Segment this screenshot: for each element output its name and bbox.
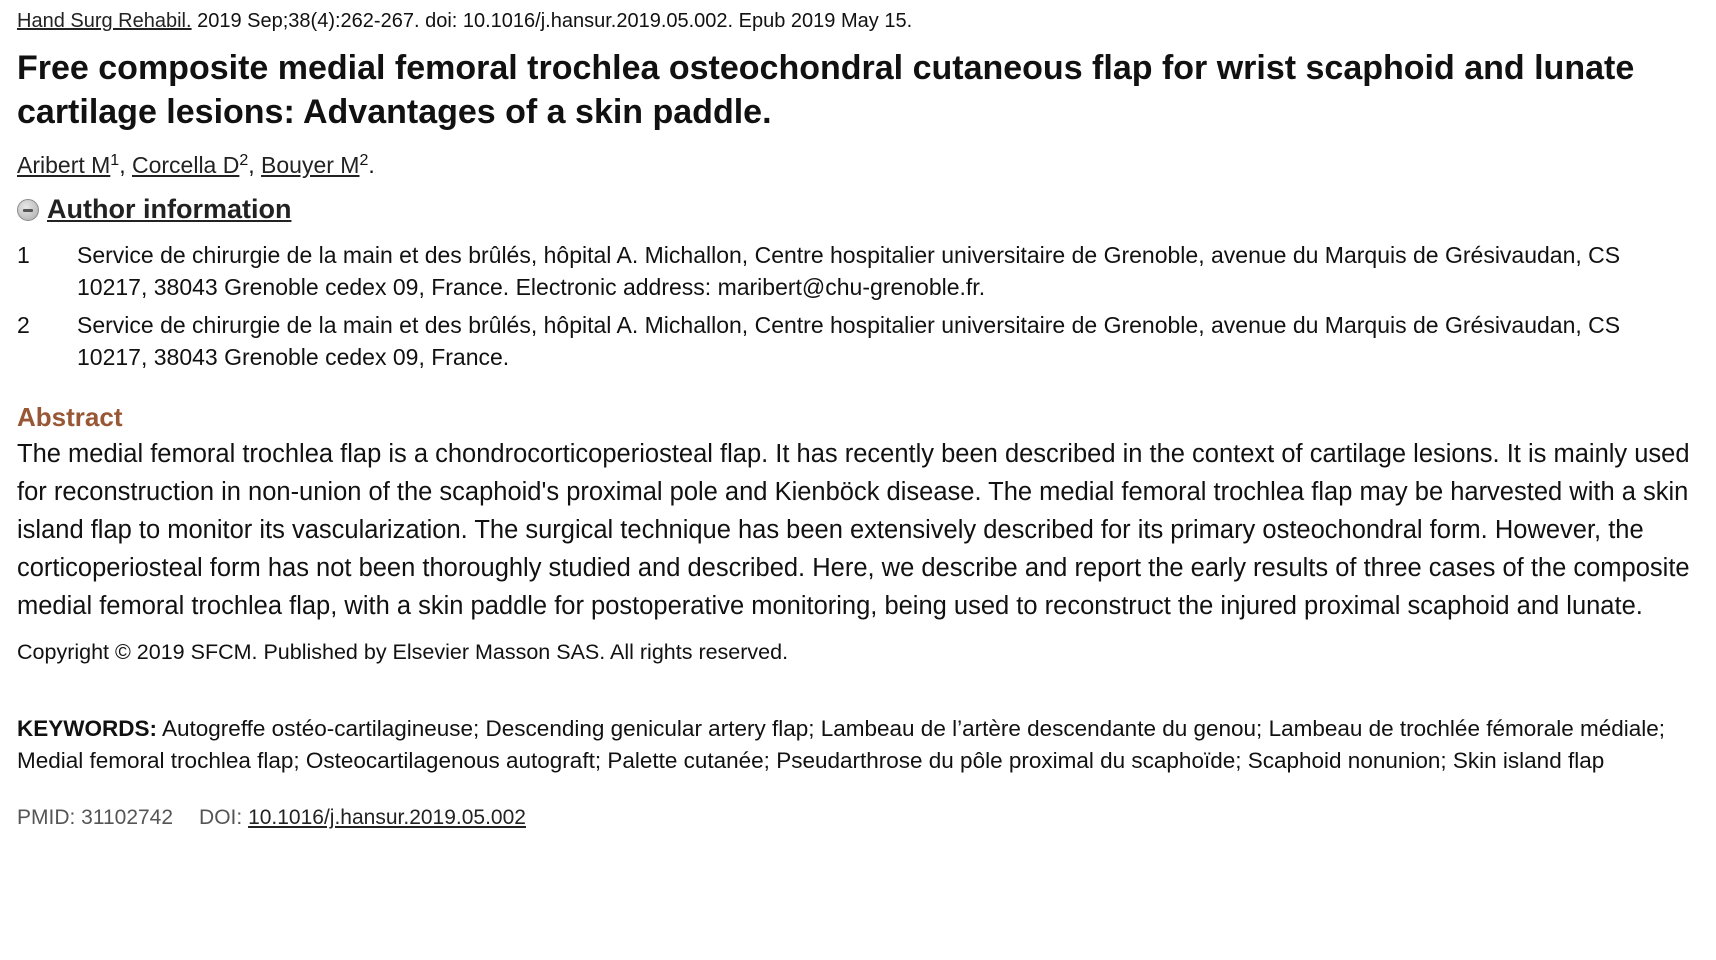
citation-details: 2019 Sep;38(4):262-267. doi: 10.1016/j.hansur.2019.05.002. Epub 2019 May 15. (191, 10, 913, 32)
abstract-heading: Abstract (17, 402, 123, 432)
pmid-text: PMID: 31102742 (17, 806, 174, 829)
minus-circle-icon[interactable] (17, 199, 39, 221)
keywords-label: KEYWORDS: (17, 716, 157, 741)
doi-label: DOI: (199, 806, 249, 829)
copyright-notice: Copyright © 2019 SFCM. Published by Elsevier Masson SAS. All rights reserved. (17, 640, 789, 664)
journal-link[interactable]: Hand Surg Rehabil. (17, 10, 192, 32)
keywords-block (17, 713, 1697, 777)
identifiers-line (17, 803, 1699, 833)
author-separator: . (368, 152, 375, 178)
author-link-bouyer[interactable]: Bouyer M (261, 152, 360, 178)
affiliation-text: Service de chirurgie de la main et des brûlés, hôpital A. Michallon, Centre hospitalier universitaire de Grenoble, avenue du Marquis de Grésivaudan, CS 10217, 38043 Grenoble cedex 09, France. Electronic address: maribert@chu-grenoble.fr. (77, 242, 1621, 300)
author-information-toggle[interactable] (17, 194, 1699, 225)
affiliation-list (17, 239, 1677, 373)
author-list (17, 150, 1699, 180)
citation-line (17, 8, 1699, 34)
author-affil-sup: 2 (239, 152, 249, 169)
affiliation-text: Service de chirurgie de la main et des brûlés, hôpital A. Michallon, Centre hospitalier universitaire de Grenoble, avenue du Marquis de Grésivaudan, CS 10217, 38043 Grenoble cedex 09, France. (77, 312, 1621, 370)
author-link-corcella[interactable]: Corcella D (131, 152, 240, 178)
affiliation-item (17, 239, 1677, 303)
doi-link[interactable]: 10.1016/j.hansur.2019.05.002 (248, 806, 526, 829)
affiliation-item (17, 309, 1677, 373)
author-separator: , (248, 152, 262, 178)
author-separator: , (119, 152, 132, 178)
author-link-aribert[interactable]: Aribert M (17, 152, 111, 178)
affiliation-number: 1 (17, 242, 30, 268)
author-affil-sup: 2 (359, 152, 369, 169)
author-information-label[interactable]: Author information (47, 194, 292, 224)
author-affil-sup: 1 (110, 152, 120, 169)
affiliation-number: 2 (17, 312, 30, 338)
article-title: Free composite medial femoral trochlea osteochondral cutaneous flap for wrist scaphoid and lunate cartilage lesions: Advantages of a skin paddle. (17, 49, 1635, 131)
keywords-text: Autogreffe ostéo-cartilagineuse; Descending genicular artery flap; Lambeau de l’artère descendante du genou; Lambeau de trochlée fémorale médiale; Medial femoral trochlea flap; Osteocartilagenous autograft; Palette cutanée; Pseudarthrose du pôle proximal du scaphoïde; Scaphoid nonunion; Skin island flap (17, 716, 1666, 773)
abstract-text: The medial femoral trochlea flap is a chondrocorticoperiosteal flap. It has recently been described in the context of cartilage lesions. It is mainly used for reconstruction in non-union of the scaphoid's proximal pole and Kienböck disease. The medial femoral trochlea flap may be harvested with a skin island flap to monitor its vascularization. The surgical technique has been extensively described for its primary osteochondral form. However, the corticoperiosteal form has not been thoroughly studied and described. Here, we describe and report the early results of three cases of the composite medial femoral trochlea flap, with a skin paddle for postoperative monitoring, being used to reconstruct the injured proximal scaphoid and lunate. (17, 440, 1690, 620)
